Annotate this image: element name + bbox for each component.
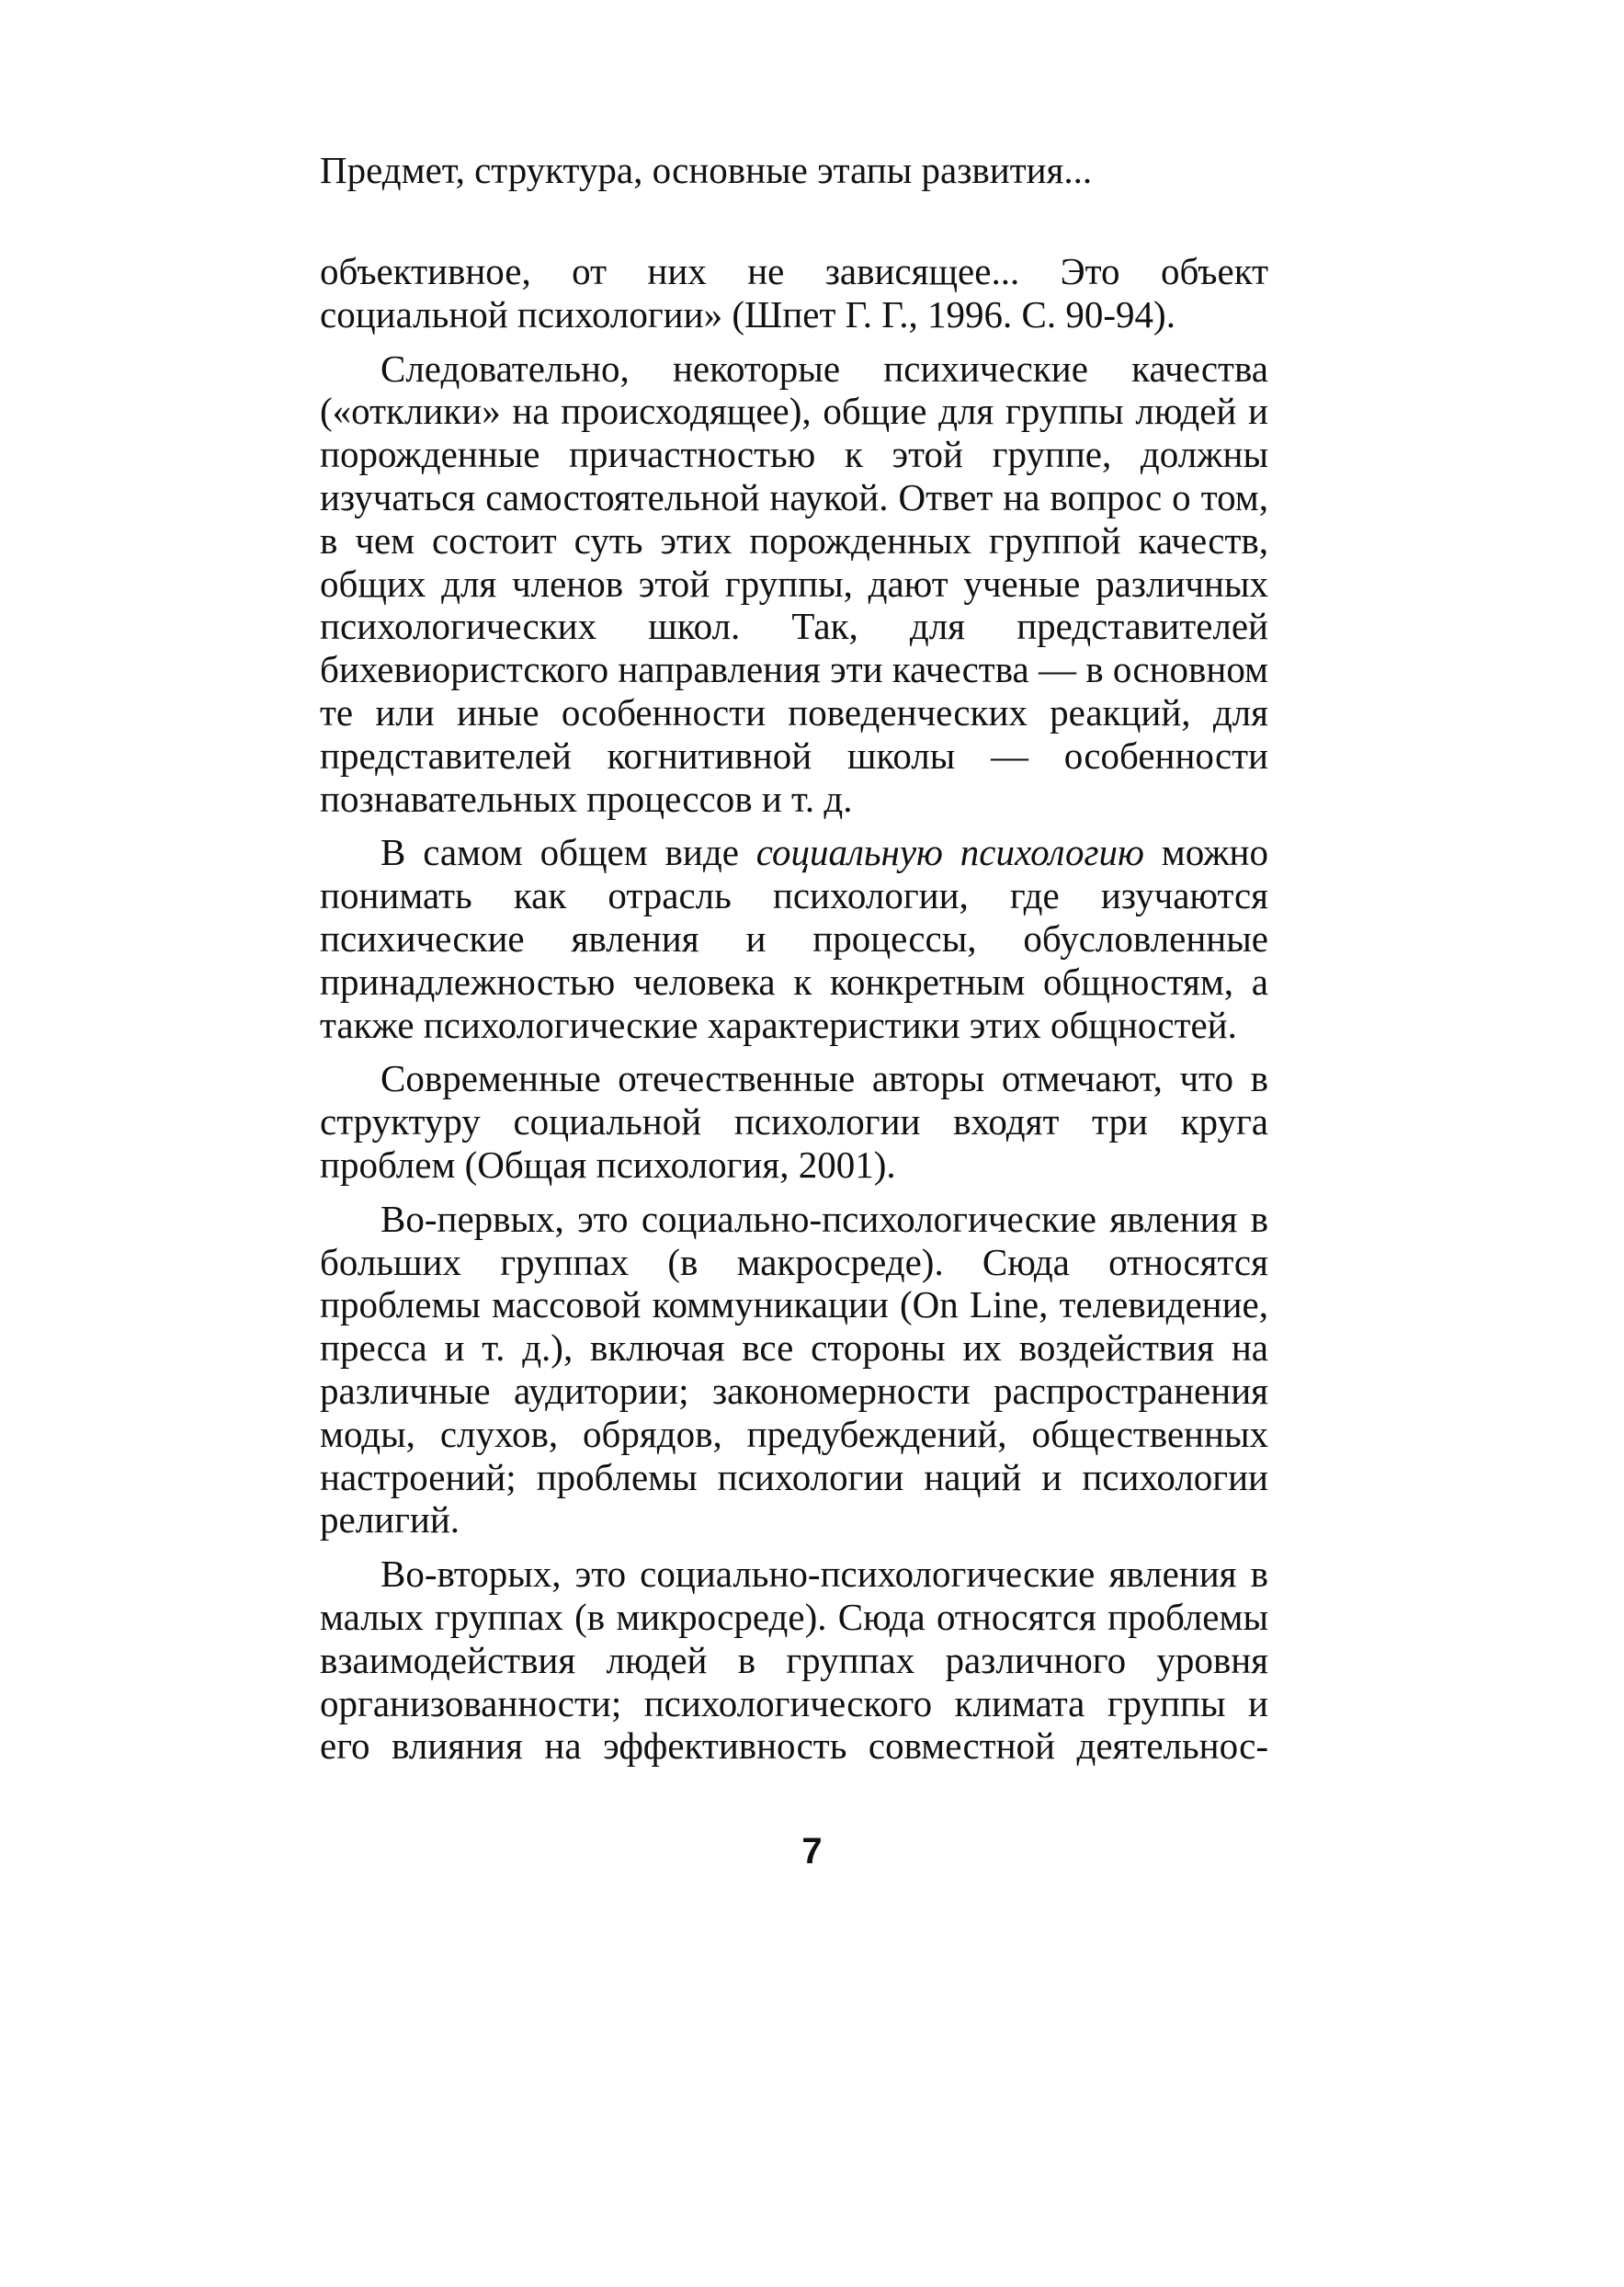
running-title: Предмет, структура, основные этапы развития... bbox=[320, 149, 1093, 191]
paragraph-3 bbox=[320, 831, 1268, 1046]
paragraph-6: Во-вторых, это социально-психологические явления в малых группах (в микросреде). Сюда относятся проблемы взаимодействия людей в группах различного уровня организованности; психологического климата группы и его влияния на эффективность совместной деятельнос- bbox=[320, 1553, 1268, 1768]
paragraph-5: Во-первых, это социально-психологические явления в больших группах (в макросреде). Сюда относятся проблемы массовой коммуникации (On Line, телевидение, пресса и т. д.), включая все стороны их воздействия на различные аудитории; закономерности распространения моды, слухов, обрядов, предубеждений, общественных настроений; проблемы психологии наций и психологии религий. bbox=[320, 1197, 1268, 1542]
paragraph-3-before: В самом общем виде bbox=[380, 831, 756, 874]
page-number: 7 bbox=[801, 1831, 823, 1872]
paragraph-3-after: можно понимать как отрасль психологии, где изучаются психические явления и процессы, обусловленные принадлежностью человека к конкретным общностям, а также психологические характеристики этих общностей. bbox=[320, 831, 1268, 1046]
paragraph-2: Следовательно, некоторые психические качества («отклики» на происходящее), общие для группы людей и порожденные причастностью к этой группе, должны изучаться самостоятельной наукой. Ответ на вопрос о том, в чем состоит суть этих порожденных группой качеств, общих для членов этой группы, дают ученые различных психологических школ. Так, для представителей бихевиористского направления эти качества — в основном те или иные особенности поведенческих реакций, для представителей когнитивной школы — особенности познавательных процессов и т. д. bbox=[320, 347, 1268, 820]
paragraph-1: объективное, от них не зависящее... Это объект социальной психологии» (Шпет Г. Г., 1996. С. 90-94). bbox=[320, 250, 1268, 336]
body-text bbox=[320, 250, 1268, 1779]
paragraph-4: Современные отечественные авторы отмечают, что в структуру социальной психологии входят три круга проблем (Общая психология, 2001). bbox=[320, 1057, 1268, 1186]
emphasis-social-psychology: социальную психологию bbox=[755, 831, 1144, 874]
